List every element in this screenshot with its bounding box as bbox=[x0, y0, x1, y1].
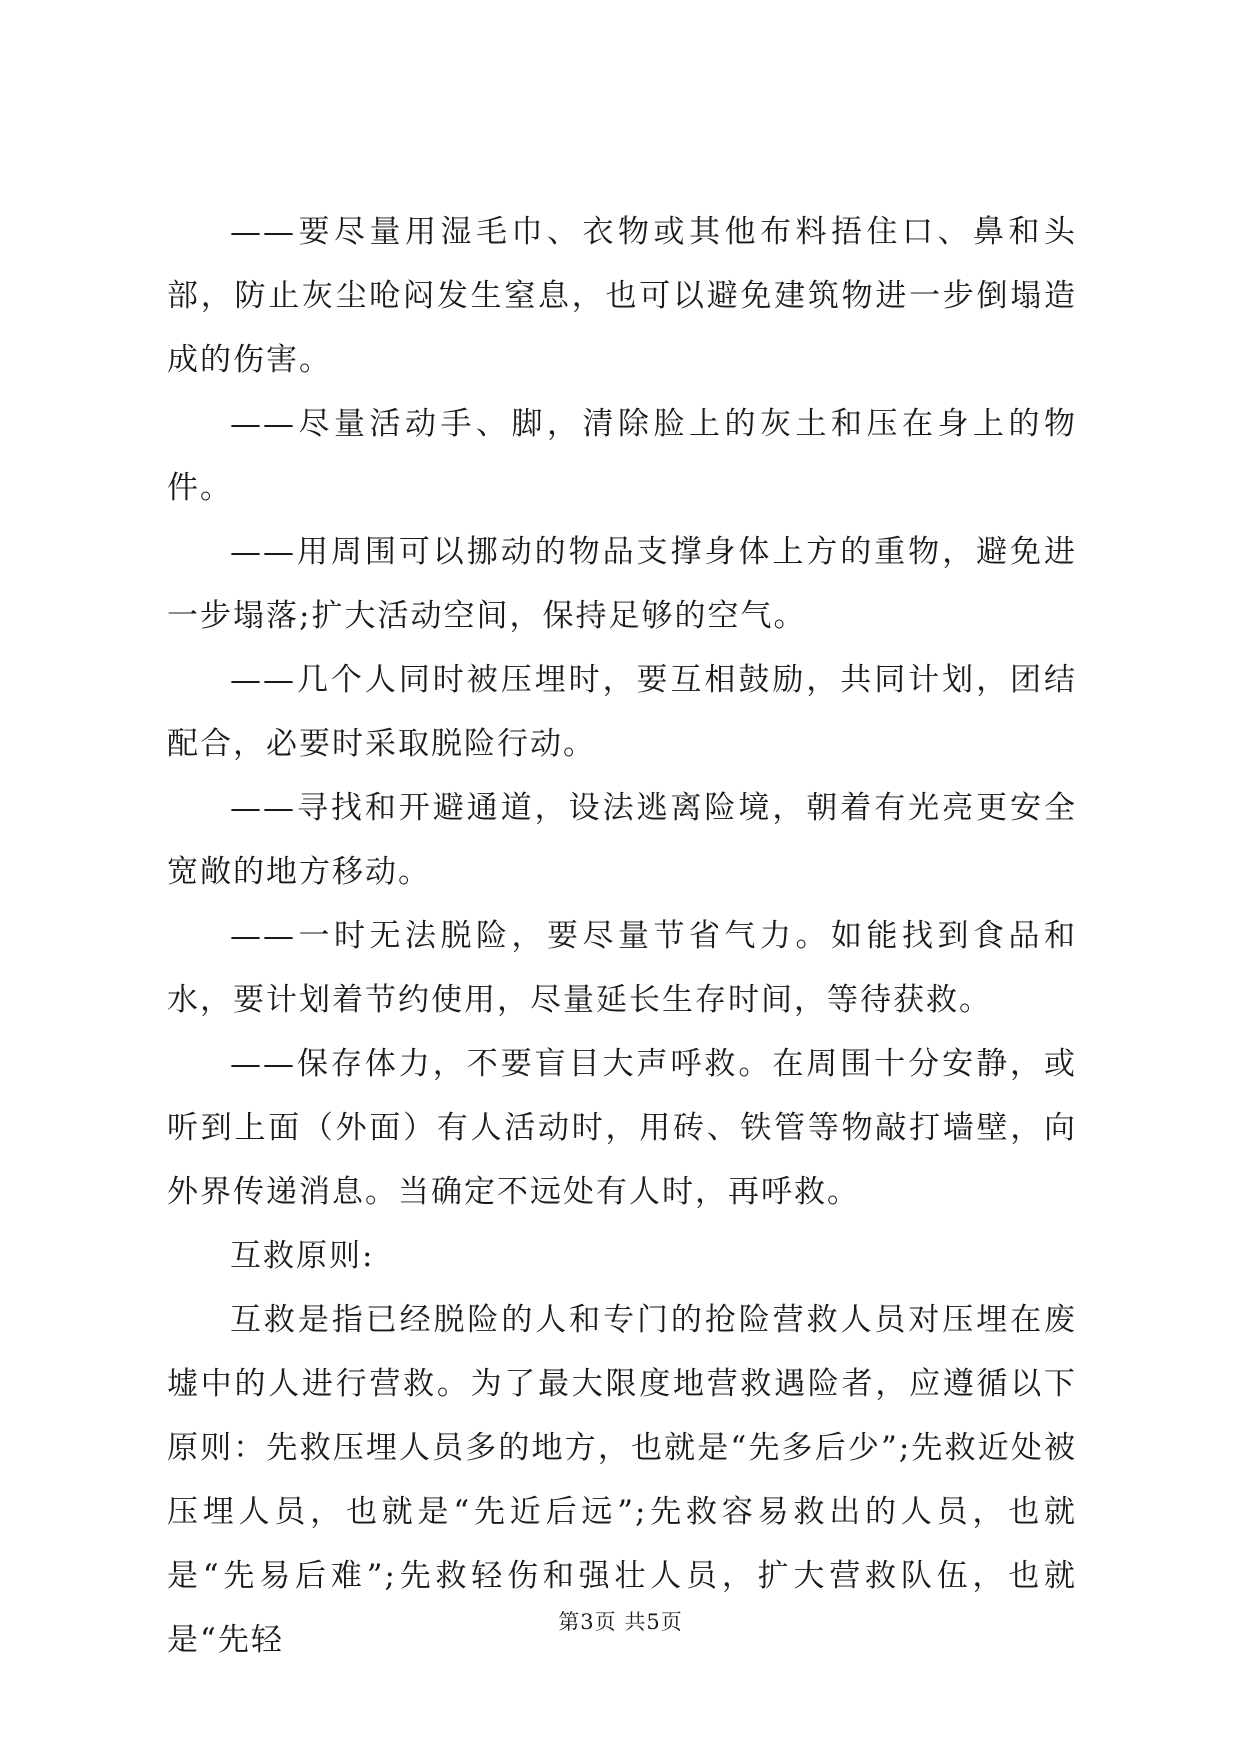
paragraph-support-heavy-objects: ——用周围可以挪动的物品支撑身体上方的重物，避免进一步塌落;扩大活动空间，保持足够的空气。 bbox=[167, 534, 1077, 634]
paragraph-save-energy: ——一时无法脱险，要尽量节省气力。如能找到食品和水，要计划着节约使用，尽量延长生存时间，等待获救。 bbox=[167, 918, 1077, 1018]
paragraph-find-passage: ——寻找和开避通道，设法逃离险境，朝着有光亮更安全宽敞的地方移动。 bbox=[167, 790, 1077, 890]
document-body bbox=[167, 200, 1077, 1672]
paragraph-encourage-each-other: ——几个人同时被压埋时，要互相鼓励，共同计划，团结配合，必要时采取脱险行动。 bbox=[167, 662, 1077, 762]
page-number-footer: 第3页 共5页 bbox=[558, 1610, 683, 1634]
paragraph-cover-mouth-nose: ——要尽量用湿毛巾、衣物或其他布料捂住口、鼻和头部，防止灰尘呛闷发生窒息，也可以避免建筑物进一步倒塌造成的伤害。 bbox=[167, 214, 1077, 378]
section-heading-mutual-rescue: 互救原则: bbox=[230, 1238, 375, 1274]
paragraph-mutual-rescue-principles: 互救是指已经脱险的人和专门的抢险营救人员对压埋在废墟中的人进行营救。为了最大限度地营救遇险者，应遵循以下原则：先救压埋人员多的地方，也就是“先多后少”;先救近处被压埋人员，也就是“先近后远”;先救容易救出的人员，也就是“先易后难”;先救轻伤和强壮人员，扩大营救队伍，也就是“先轻 bbox=[167, 1302, 1077, 1658]
paragraph-move-hands-feet: ——尽量活动手、脚，清除脸上的灰土和压在身上的物件。 bbox=[167, 406, 1077, 506]
paragraph-signal-for-help: ——保存体力，不要盲目大声呼救。在周围十分安静，或听到上面（外面）有人活动时，用砖、铁管等物敲打墙壁，向外界传递消息。当确定不远处有人时，再呼救。 bbox=[167, 1046, 1077, 1210]
